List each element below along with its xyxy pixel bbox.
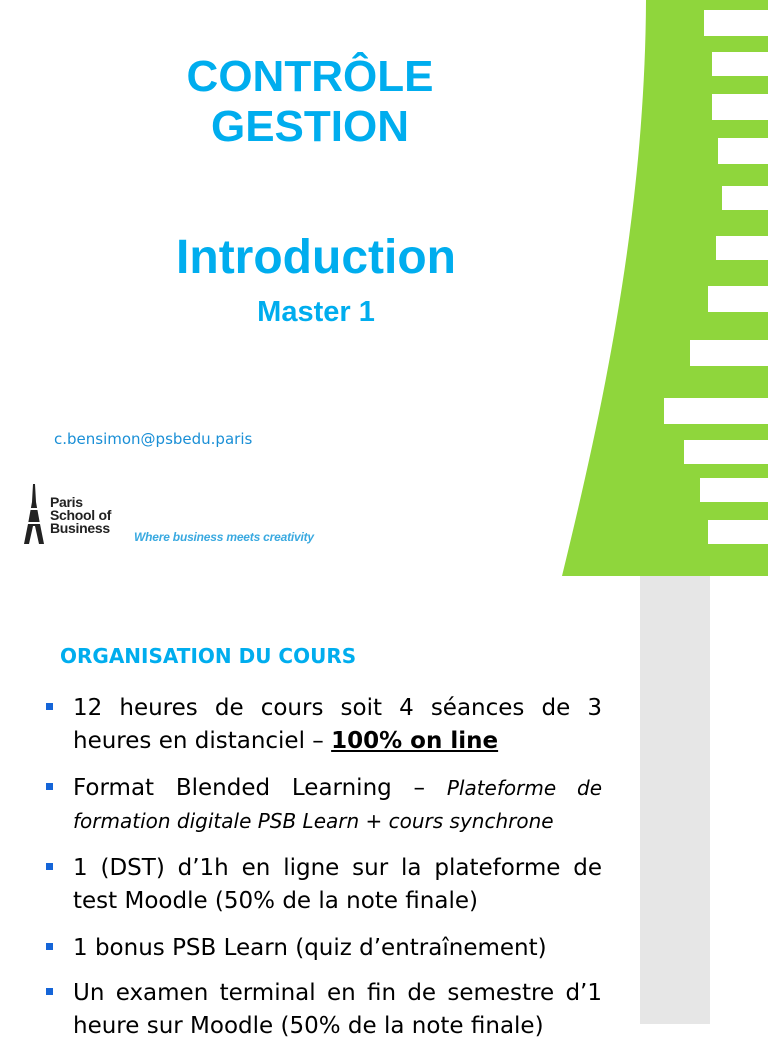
slide-subtitle: Introduction <box>176 231 456 284</box>
platform-note: Plateforme de formation digitale PSB Learn + cours synchrone <box>73 776 602 833</box>
psb-logo <box>22 484 112 544</box>
list-item: 1 (DST) d’1h en ligne sur la plateforme de test Moodle (50% de la note finale) <box>46 852 602 918</box>
course-title <box>140 52 480 152</box>
course-title-line2: GESTION <box>210 102 410 151</box>
section-title: ORGANISATION DU COURS <box>60 644 357 668</box>
list-item: Un examen terminal en fin de semestre d’1 heure sur Moodle (50% de la note finale) <box>46 977 602 1043</box>
tagline: Where business meets creativity <box>134 530 314 544</box>
level-label: Master 1 <box>257 296 375 328</box>
bullet-square-icon <box>46 703 53 710</box>
eiffel-tower-icon <box>22 484 46 544</box>
online-emphasis: 100% on line <box>331 728 499 754</box>
logo-wordmark: Paris School of Business <box>50 494 112 536</box>
bullet-square-icon <box>46 943 53 950</box>
list-item: 1 bonus PSB Learn (quiz d’entraînement) <box>46 932 602 965</box>
course-organisation-list <box>46 692 602 1057</box>
bullet-square-icon <box>46 988 53 995</box>
list-item: Format Blended Learning – Plateforme de formation digitale PSB Learn + cours synchrone <box>46 772 602 838</box>
organisation-slide <box>0 576 768 1039</box>
contact-email: c.bensimon@psbedu.paris <box>54 430 253 448</box>
course-title-line1: CONTRÔLE <box>186 52 434 101</box>
bullet-square-icon <box>46 863 53 870</box>
list-item: 12 heures de cours soit 4 séances de 3 heures en distanciel – 100% on line <box>46 692 602 758</box>
bullet-square-icon <box>46 783 53 790</box>
